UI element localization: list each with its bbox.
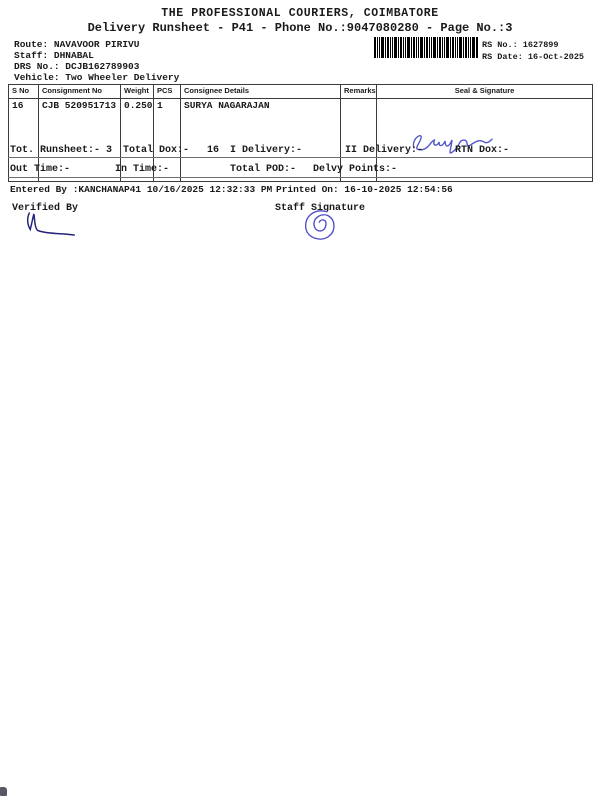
cell-weight: 0.250 bbox=[121, 99, 154, 182]
barcode-icon bbox=[374, 37, 478, 58]
col-header-consignment-no: Consignment No bbox=[39, 85, 121, 99]
col-header-remarks: Remarks bbox=[341, 85, 377, 99]
rs-number: RS No.: 1627899 bbox=[482, 40, 559, 50]
delvy-points-label: Delvy Points:- bbox=[313, 164, 398, 175]
summary-tot-runsheet: Tot. Runsheet:- 3 bbox=[10, 145, 113, 156]
summary-rtn-dox: RTN Dox:- bbox=[455, 145, 510, 156]
route-line: Route: NAVAVOOR PIRIVU bbox=[14, 39, 140, 50]
table-header-row bbox=[9, 85, 593, 99]
col-header-consignee-details: Consignee Details bbox=[181, 85, 341, 99]
cell-seal-signature bbox=[377, 99, 593, 182]
runsheet-subtitle: Delivery Runsheet - P41 - Phone No.:9047080280 - Page No.:3 bbox=[87, 21, 513, 35]
cell-consignee: SURYA NAGARAJAN bbox=[181, 99, 341, 182]
company-title: THE PROFESSIONAL COURIERS, COIMBATORE bbox=[161, 7, 439, 20]
drs-number-line: DRS No.: DCJB162789903 bbox=[14, 61, 140, 72]
col-header-sno: S No bbox=[9, 85, 39, 99]
out-time-label: Out Time:- bbox=[10, 164, 71, 175]
summary-ii-delivery: II Delivery:- bbox=[345, 145, 424, 156]
vehicle-line: Vehicle: Two Wheeler Delivery bbox=[14, 72, 180, 83]
staff-line: Staff: DHNABAL bbox=[14, 50, 94, 61]
cell-pcs: 1 bbox=[154, 99, 181, 182]
entered-by-line: Entered By :KANCHANAP41 10/16/2025 12:32:33 PM bbox=[10, 184, 273, 195]
verified-by-label: Verified By bbox=[12, 203, 79, 214]
total-pod-label: Total POD:- bbox=[230, 164, 297, 175]
table-row bbox=[9, 99, 593, 182]
divider-line bbox=[8, 177, 592, 178]
col-header-seal-signature: Seal & Signature bbox=[377, 85, 593, 99]
divider-line bbox=[8, 157, 592, 158]
cell-sno: 16 bbox=[9, 99, 39, 182]
staff-signature-scribble-icon bbox=[300, 206, 348, 244]
col-header-weight: Weight bbox=[121, 85, 154, 99]
summary-i-delivery: I Delivery:- bbox=[230, 145, 303, 156]
consignment-table bbox=[8, 84, 593, 182]
scan-artifact bbox=[0, 787, 7, 796]
in-time-label: In Time:- bbox=[115, 164, 170, 175]
cell-consignment-no: CJB 520951713 bbox=[39, 99, 121, 182]
summary-total-dox: Total Dox:- 16 bbox=[123, 145, 220, 156]
col-header-pcs: PCS bbox=[154, 85, 181, 99]
printed-on-line: Printed On: 16-10-2025 12:54:56 bbox=[276, 184, 453, 195]
rs-date: RS Date: 16-Oct-2025 bbox=[482, 52, 585, 62]
staff-signature-label: Staff Signature bbox=[275, 203, 366, 214]
verified-by-signature-icon bbox=[22, 210, 77, 238]
